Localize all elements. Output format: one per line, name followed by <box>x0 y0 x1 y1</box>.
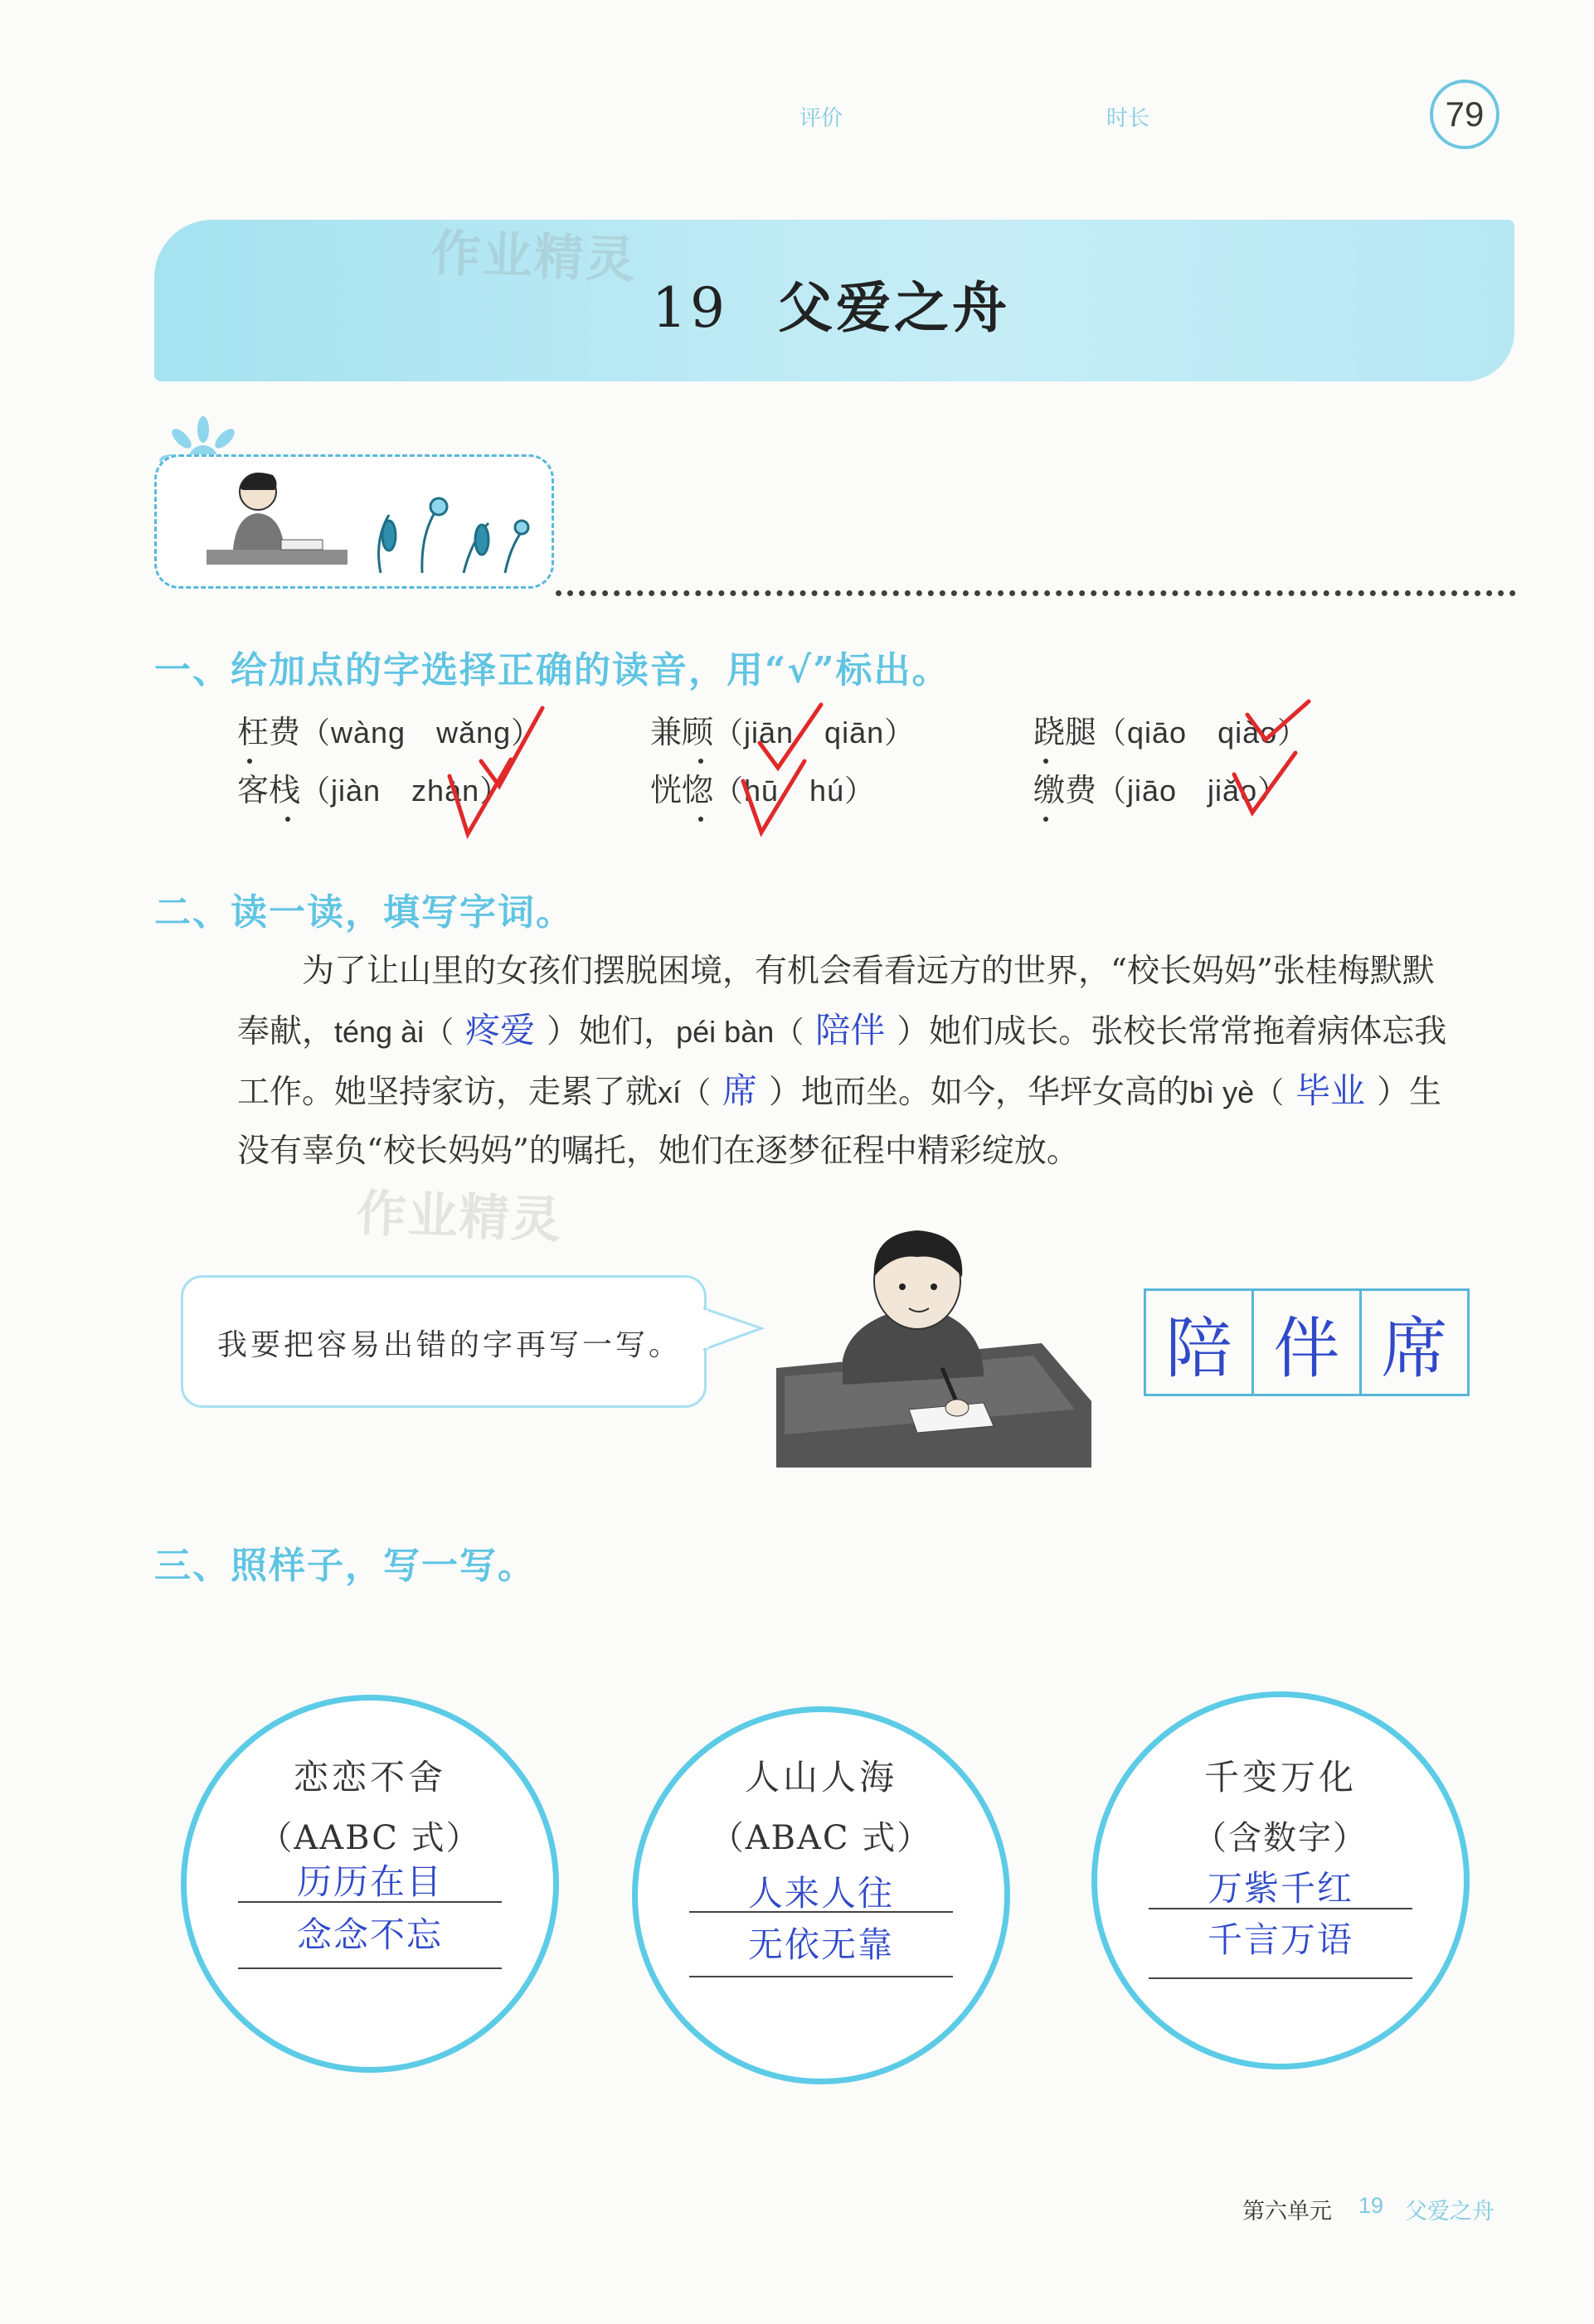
pinyin-word: 缴费 <box>1033 772 1096 808</box>
passage <box>237 942 1506 1181</box>
example-word: 千变万化 <box>1203 1757 1357 1798</box>
answer-text: 无依无靠 <box>747 1924 894 1965</box>
writing-boy-icon <box>776 1219 1091 1484</box>
answer-text: 毕业 <box>1295 1070 1366 1111</box>
passage-line: 工作。她坚持家访，走累了就xí（ 席 ）地而坐。如今，华坪女高的bì yè（ 毕业 ）生 <box>237 1070 1442 1111</box>
footer-lesson-number: 19 <box>1358 2193 1384 2218</box>
answer-text: 人来人往 <box>747 1873 894 1914</box>
answer-line <box>238 1967 502 1969</box>
pinyin-options: （jiān qiān） <box>713 716 916 750</box>
lesson-number: 19 <box>652 276 728 340</box>
answer-line <box>1149 1908 1412 1909</box>
answer-text: 千言万语 <box>1207 1919 1353 1960</box>
char-cell: 席 <box>1359 1288 1470 1396</box>
pinyin-word: 兼顾 <box>650 714 713 750</box>
answer-line <box>1149 1977 1412 1979</box>
watermark: 作业精灵 <box>355 1184 563 1250</box>
pinyin-options: （qiāo qiào） <box>1096 716 1309 750</box>
pinyin-options: （hū hú） <box>713 774 876 808</box>
answer-text: 历历在目 <box>296 1861 443 1902</box>
example-circle <box>181 1695 559 2073</box>
char-cell: 伴 <box>1251 1288 1362 1396</box>
answer-text: 万紫千红 <box>1207 1868 1353 1909</box>
char-writing-grid <box>1146 1288 1470 1396</box>
section1-heading: 一、给加点的字选择正确的读音，用“√”标出。 <box>154 649 950 691</box>
passage-line: 为了让山里的女孩们摆脱困境，有机会看看远方的世界，“校长妈妈”张桂梅默默 <box>302 953 1435 990</box>
example-circle <box>632 1706 1010 2084</box>
answer-text: 陪伴 <box>815 1010 886 1050</box>
pinyin-word: 客栈 <box>237 772 300 808</box>
pinyin-options: （jiāo jiǎo） <box>1096 774 1289 808</box>
watermark: 作业精灵 <box>430 224 638 290</box>
passage-line: 奉献，téng ài（ 疼爱 ）她们，péi bàn（ 陪伴 ）她们成长。张校长常常拖着病体忘我 <box>237 1010 1447 1050</box>
answer-text: 席 <box>722 1070 758 1111</box>
answer-line <box>689 1976 953 1977</box>
example-word: 恋恋不舍 <box>293 1757 446 1798</box>
char-cell: 陪 <box>1144 1288 1254 1396</box>
lesson-title-text: 父爱之舟 <box>777 275 1010 340</box>
bubble-tail <box>703 1303 770 1353</box>
footer-lesson-title: 父爱之舟 <box>1405 2199 1494 2225</box>
answer-line <box>238 1901 502 1903</box>
lesson-title <box>652 264 1010 342</box>
example-word: 人山人海 <box>744 1757 897 1798</box>
example-circle <box>1091 1691 1470 2069</box>
pinyin-options: （wàng wǎng） <box>300 716 542 750</box>
duration-label: 时长 <box>1106 106 1150 131</box>
footer-unit: 第六单元 <box>1242 2199 1332 2225</box>
pattern-label: （含数字） <box>1193 1819 1368 1857</box>
answer-text: 疼爱 <box>465 1010 536 1050</box>
studying-boy-icon <box>157 457 552 586</box>
answer-line <box>689 1911 953 1913</box>
pinyin-word: 跷腿 <box>1033 714 1096 750</box>
section-icon-box <box>154 454 554 589</box>
check-mark-icon <box>736 756 811 847</box>
pinyin-word: 恍惚 <box>650 772 713 808</box>
pattern-label: （ABAC 式） <box>710 1819 932 1857</box>
pattern-label: （AABC 式） <box>259 1819 481 1857</box>
page-number: 79 <box>1430 80 1499 149</box>
evaluation-label: 评价 <box>799 106 843 131</box>
pinyin-options: （jiàn zhàn） <box>300 774 511 808</box>
passage-line: 没有辜负“校长妈妈”的嘱托，她们在逐梦征程中精彩绽放。 <box>237 1133 1079 1170</box>
check-mark-icon <box>1227 750 1302 841</box>
pinyin-word: 枉费 <box>237 714 300 750</box>
section2-heading: 二、读一读，填写字词。 <box>154 891 574 934</box>
section3-heading: 三、照样子，写一写。 <box>154 1545 536 1587</box>
bubble-text: 我要把容易出错的字再写一写。 <box>217 1328 683 1362</box>
dotted-divider <box>556 590 1516 596</box>
answer-text: 念念不忘 <box>296 1914 443 1955</box>
check-mark-icon <box>443 751 518 842</box>
